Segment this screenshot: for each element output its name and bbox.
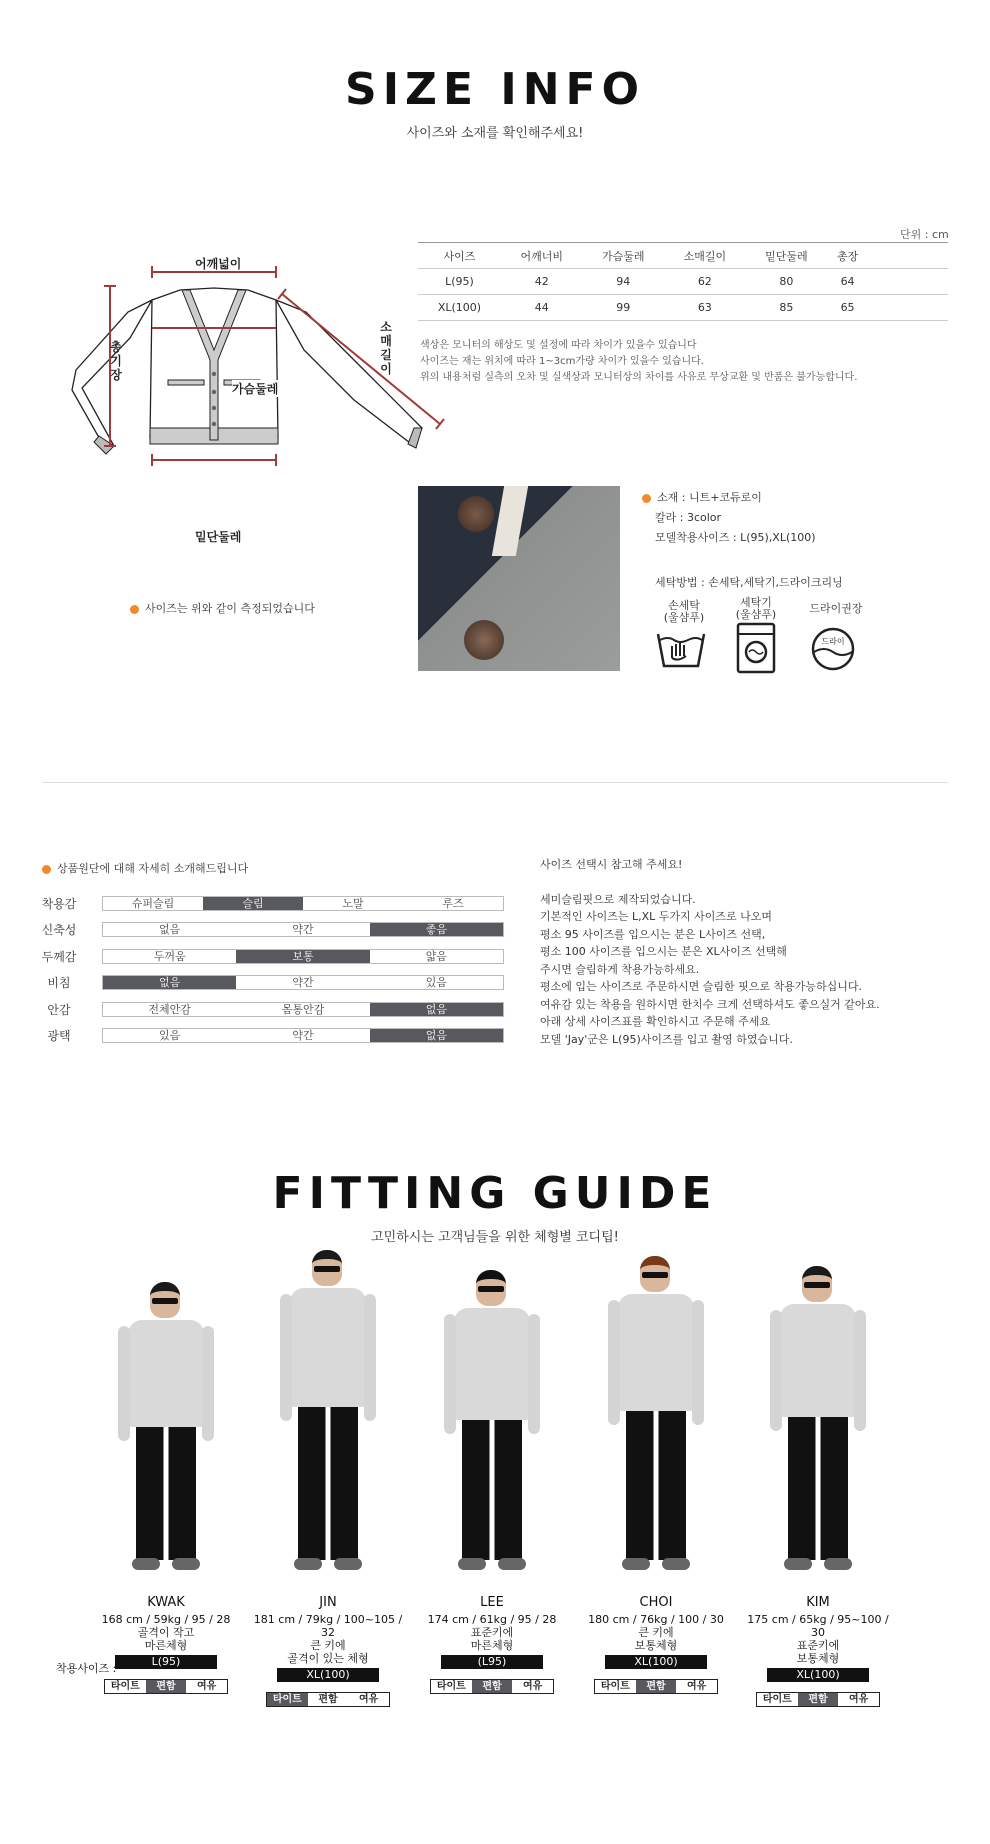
size-notes-heading: 사이즈 선택시 참고해 주세요! <box>540 858 683 871</box>
disclaimer-line: 위의 내용처럼 실측의 오차 및 실색상과 모니터상의 차이를 사유로 무상교환 및 반품은 불가능합니다. <box>420 372 858 383</box>
model-body-type: 표준키에 <box>470 1626 514 1639</box>
model-body-type: 표준키에 <box>796 1639 840 1652</box>
model-body-type: 보통체형 <box>634 1639 678 1652</box>
fabric-option: 전체안감 <box>148 1002 191 1016</box>
size-note-line: 평소에 입는 사이즈로 주문하시면 슬림한 핏으로 착용가능하십니다. <box>540 980 863 993</box>
fit-option: 여유 <box>687 1681 707 1692</box>
size-info-title: SIZE INFO <box>345 64 645 115</box>
chest-label: 가슴둘레 <box>232 382 279 396</box>
bullet-dot <box>642 494 651 503</box>
fabric-option: 슬림 <box>203 897 303 910</box>
fitting-guide-title: FITTING GUIDE <box>272 1168 718 1219</box>
right-sleeve <box>276 300 422 446</box>
button-icon <box>464 620 504 660</box>
fabric-row <box>24 943 504 970</box>
fabric-option: 두꺼움 <box>153 949 186 963</box>
fabric-row <box>24 1023 504 1050</box>
model-name: LEE <box>480 1595 504 1610</box>
fabric-option: 노말 <box>342 896 364 910</box>
fabric-attributes <box>24 890 504 1049</box>
cardigan-diagram <box>64 250 454 550</box>
fit-option: 여유 <box>197 1681 217 1692</box>
fit-scale <box>104 1679 228 1694</box>
fabric-row <box>24 970 504 997</box>
table-cell: 94 <box>583 269 665 295</box>
fabric-row-label: 광택 <box>47 1029 71 1044</box>
fabric-scale <box>102 1028 504 1043</box>
hand-wash-icon <box>654 628 708 672</box>
fabric-row-label: 두께감 <box>41 949 77 964</box>
model-body-type: 골격이 있는 체형 <box>287 1652 369 1665</box>
model-stats: 180 cm / 76kg / 100 / 30 <box>588 1613 724 1626</box>
fit-option: 여유 <box>523 1681 543 1692</box>
fabric-option: 얇음 <box>425 949 447 963</box>
fabric-option: 없음 <box>103 976 236 989</box>
model-wear-size: XL(100) <box>767 1668 869 1682</box>
button-icon <box>458 496 494 532</box>
model-body-type: 골격이 작고 <box>137 1626 195 1639</box>
model-body-type: 큰 키에 <box>310 1639 346 1652</box>
fit-option: 편함 <box>472 1680 513 1693</box>
fit-scale <box>594 1679 718 1694</box>
model-body-type: 마른체형 <box>144 1639 188 1652</box>
color-text: 칼라 : 3color <box>655 511 722 524</box>
fabric-row <box>24 917 504 944</box>
table-cell: 64 <box>827 269 868 295</box>
fabric-scale <box>102 975 504 990</box>
fit-option: 편함 <box>798 1693 839 1706</box>
fabric-option: 좋음 <box>370 923 503 936</box>
fit-option: 타이트 <box>267 1693 308 1706</box>
fit-option: 타이트 <box>600 1681 630 1692</box>
model-wear-size: XL(100) <box>605 1655 707 1669</box>
fabric-row <box>24 890 504 917</box>
size-info-subtitle: 사이즈와 소재를 확인해주세요! <box>406 126 584 141</box>
fabric-row <box>24 996 504 1023</box>
fabric-row-label: 신축성 <box>41 923 77 938</box>
fabric-option: 약간 <box>292 976 314 990</box>
table-cell: 80 <box>746 269 828 295</box>
size-table <box>418 242 948 321</box>
wear-size-label: 착용사이즈 : <box>56 1662 117 1675</box>
fabric-scale <box>102 922 504 937</box>
model-wear-size: L(95) <box>115 1655 217 1669</box>
size-note-line: 모델 'Jay'군은 L(95)사이즈를 입고 촬영 하였습니다. <box>540 1032 793 1046</box>
table-cell: XL(100) <box>418 295 501 321</box>
fabric-option: 보통 <box>236 950 369 963</box>
dry-clean-text: 드라이 <box>821 637 845 646</box>
sleeve-label: 소매길이 <box>380 320 392 376</box>
disclaimer-line: 색상은 모니터의 해상도 및 설정에 따라 차이가 있을수 있습니다 <box>420 340 697 351</box>
table-cell: 62 <box>664 269 746 295</box>
fit-scale <box>430 1679 554 1694</box>
table-header: 어깨너비 <box>501 243 583 269</box>
table-cell: 63 <box>664 295 746 321</box>
table-cell: 99 <box>583 295 665 321</box>
fabric-scale <box>102 896 504 911</box>
fabric-option: 없음 <box>370 1003 503 1016</box>
model-photo <box>442 1270 542 1572</box>
material-info <box>642 488 816 548</box>
fabric-scale <box>102 1002 504 1017</box>
table-header: 밑단둘레 <box>746 243 828 269</box>
size-note-line: 주시면 슬림하게 착용가능하세요. <box>540 962 700 976</box>
fabric-option: 슈퍼슬림 <box>131 896 175 910</box>
table-cell: 65 <box>827 295 868 321</box>
model-photo <box>278 1250 378 1572</box>
model-body-type: 마른체형 <box>470 1639 514 1652</box>
model-name: KWAK <box>147 1595 185 1610</box>
size-note-line: 기본적인 사이즈는 L,XL 두가지 사이즈로 나오며 <box>540 910 773 923</box>
unit-label: 단위 : cm <box>900 228 949 241</box>
fabric-closeup-photo <box>418 486 620 671</box>
size-note-line: 세미슬림핏으로 제작되었습니다. <box>540 892 696 906</box>
fit-option: 여유 <box>849 1694 869 1705</box>
wash-label: 드라이권장 <box>809 602 863 615</box>
shoulder-label: 어깨넓이 <box>195 257 242 271</box>
table-header: 소매길이 <box>664 243 746 269</box>
fabric-heading <box>42 860 248 876</box>
table-header-row <box>418 243 948 269</box>
washing-machine-icon <box>736 622 776 674</box>
model-card <box>253 1596 403 1707</box>
fabric-row-label: 안감 <box>47 1002 71 1017</box>
size-notes <box>540 856 880 1048</box>
model-body-type: 보통체형 <box>796 1652 840 1665</box>
size-note-line: 여유감 있는 착용을 원하시면 한치수 크게 선택하셔도 좋으실거 같아요. <box>540 997 880 1011</box>
table-header: 사이즈 <box>418 243 501 269</box>
table-row <box>418 269 948 295</box>
model-name: KIM <box>806 1595 830 1610</box>
table-header: 총장 <box>827 243 868 269</box>
model-size-text: 모델착용사이즈 : L(95),XL(100) <box>655 531 816 544</box>
table-cell: 44 <box>501 295 583 321</box>
fit-option: 편함 <box>636 1680 677 1693</box>
material-text: 소재 : 니트+코듀로이 <box>657 491 762 504</box>
fabric-option: 약간 <box>292 1029 314 1043</box>
fabric-scale <box>102 949 504 964</box>
fit-scale <box>756 1692 880 1707</box>
bullet-dot <box>130 605 139 614</box>
table-header: 가슴둘레 <box>583 243 665 269</box>
fabric-option: 약간 <box>292 923 314 937</box>
fabric-row-label: 착용감 <box>41 896 77 911</box>
size-note-line: 평소 95 사이즈를 입으시는 분은 L사이즈 선택, <box>540 927 766 941</box>
dry-clean-icon <box>810 626 856 672</box>
model-stats: 174 cm / 61kg / 95 / 28 <box>427 1613 557 1626</box>
size-note-line: 평소 100 사이즈를 입으시는 분은 XL사이즈 선택해 <box>540 945 787 958</box>
fit-option: 타이트 <box>762 1694 792 1705</box>
model-wear-size: XL(100) <box>277 1668 379 1682</box>
model-photo <box>768 1266 868 1572</box>
fabric-option: 있음 <box>425 976 447 990</box>
section-divider <box>42 782 948 783</box>
model-stats: 175 cm / 65kg / 95~100 / 30 <box>747 1613 889 1639</box>
disclaimers <box>420 338 857 386</box>
fabric-option: 없음 <box>159 923 181 937</box>
hem-label: 밑단둘레 <box>195 530 242 544</box>
bullet-dot <box>42 865 51 874</box>
wash-label: 손세탁 (울샴푸) <box>663 599 705 624</box>
table-row <box>418 295 948 321</box>
fabric-option: 없음 <box>370 1029 503 1042</box>
fabric-option: 루즈 <box>442 896 464 910</box>
length-label: 총기장 <box>110 340 122 382</box>
model-body-type: 큰 키에 <box>638 1626 674 1639</box>
model-card <box>581 1596 731 1694</box>
model-card <box>417 1596 567 1694</box>
model-wear-size: (L95) <box>441 1655 543 1669</box>
fit-option: 여유 <box>359 1694 379 1705</box>
fit-option: 타이트 <box>110 1681 140 1692</box>
fabric-row-label: 비침 <box>47 976 71 991</box>
fabric-option: 몸통안감 <box>281 1002 325 1016</box>
fitting-guide-subtitle: 고민하시는 고객님들을 위한 체형별 코디팁! <box>371 1230 619 1245</box>
table-cell: 85 <box>746 295 828 321</box>
model-card <box>743 1596 893 1707</box>
fabric-option: 있음 <box>159 1029 181 1043</box>
measure-note-text: 사이즈는 위와 같이 측정되었습니다 <box>145 602 315 615</box>
wash-method: 세탁방법 : 손세탁,세탁기,드라이크리닝 <box>655 576 843 589</box>
fabric-heading-text: 상품원단에 대해 자세히 소개해드립니다 <box>57 862 249 875</box>
model-stats: 168 cm / 59kg / 95 / 28 <box>101 1613 231 1626</box>
fit-option: 편함 <box>318 1694 338 1705</box>
model-name: JIN <box>319 1595 337 1610</box>
fit-option: 타이트 <box>436 1681 466 1692</box>
fit-scale <box>266 1692 390 1707</box>
measure-note <box>130 600 315 616</box>
model-stats: 181 cm / 79kg / 100~105 / 32 <box>253 1613 403 1639</box>
model-photo <box>116 1282 216 1572</box>
model-card <box>91 1596 241 1694</box>
disclaimer-line: 사이즈는 재는 위치에 따라 1~3cm가량 차이가 있을수 있습니다. <box>420 356 704 367</box>
model-name: CHOI <box>639 1595 673 1610</box>
fit-option: 편함 <box>146 1680 187 1693</box>
table-cell: 42 <box>501 269 583 295</box>
model-photo <box>606 1256 706 1572</box>
table-cell: L(95) <box>418 269 501 295</box>
size-note-line: 아래 상세 사이즈표를 확인하시고 주문해 주세요 <box>540 1015 771 1028</box>
wash-label: 세탁기 (울샴푸) <box>735 596 777 621</box>
